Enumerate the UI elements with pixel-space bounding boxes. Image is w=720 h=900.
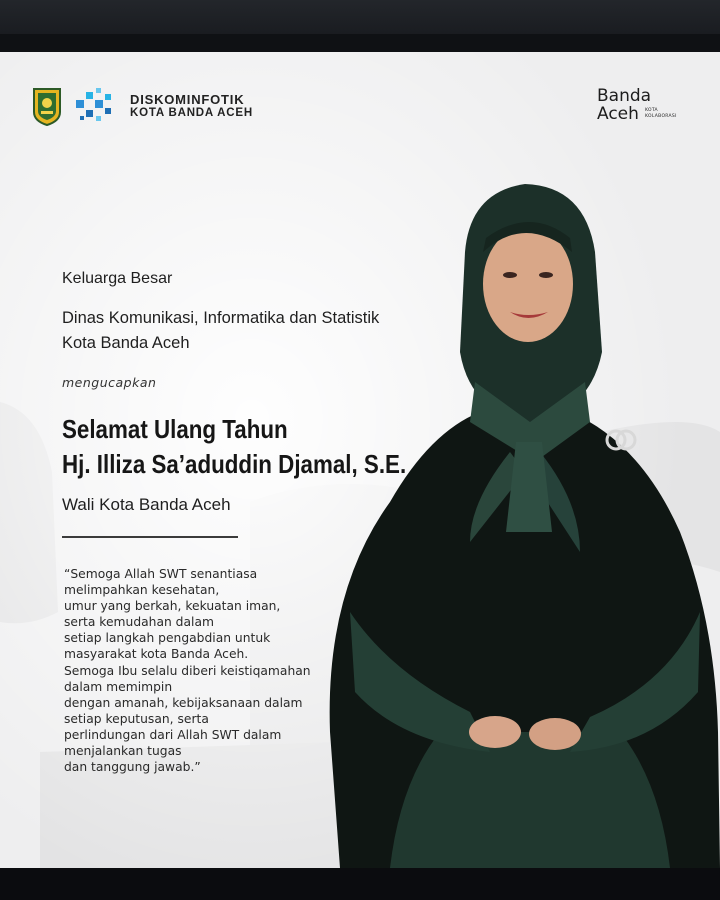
says-label: mengucapkan <box>62 375 157 390</box>
top-divider <box>0 34 720 52</box>
city-brand-logo <box>597 88 687 132</box>
quote-line: masyarakat kota Banda Aceh. <box>64 647 249 662</box>
quote-line: menjalankan tugas <box>64 744 182 759</box>
diskominfotik-logo-icon <box>72 86 116 126</box>
quote-line: serta kemudahan dalam <box>64 615 214 630</box>
quote-line: melimpahkan kesehatan, <box>64 583 220 598</box>
brand-tagline: KOTA KOLABORASI <box>645 108 677 119</box>
quote-line: dengan amanah, kebijaksanaan dalam <box>64 695 303 710</box>
department-line-1: Dinas Komunikasi, Informatika dan Statistik <box>62 309 380 327</box>
brand-line-2: Aceh <box>597 104 639 124</box>
quote-line: umur yang berkah, kekuatan iman, <box>64 599 281 614</box>
quote-line: Semoga Ibu selalu diberi keistiqamahan <box>64 663 311 678</box>
quote-line: perlindungan dari Allah SWT dalam <box>64 727 282 742</box>
quote-line: “Semoga Allah SWT senantiasa <box>64 567 258 581</box>
department-line-2: Kota Banda Aceh <box>62 334 190 352</box>
bottom-bar <box>0 868 720 900</box>
header-logos <box>32 82 253 130</box>
brand-line-1: Banda <box>597 86 652 106</box>
birthday-headline <box>62 412 475 482</box>
quote-line: setiap langkah pengabdian untuk <box>64 631 271 646</box>
org-name: DISKOMINFOTIK <box>130 92 245 108</box>
family-label: Keluarga Besar <box>62 270 173 287</box>
prayer-quote <box>64 566 364 775</box>
org-identity <box>130 93 253 119</box>
quote-line: dan tanggung jawab.” <box>64 760 201 775</box>
quote-line: setiap keputusan, serta <box>64 711 209 726</box>
divider-rule <box>62 536 238 538</box>
role-title: Wali Kota Banda Aceh <box>62 495 231 514</box>
headline-line-2: Hj. Illiza Sa’aduddin Djamal, S.E. <box>62 449 407 479</box>
quote-line: dalam memimpin <box>64 679 173 694</box>
headline-line-1: Selamat Ulang Tahun <box>62 414 288 444</box>
department-name <box>62 306 482 356</box>
birthday-poster <box>0 52 720 868</box>
city-emblem-icon <box>32 86 62 126</box>
org-city: KOTA BANDA ACEH <box>130 106 253 119</box>
portrait-photo <box>320 172 720 868</box>
